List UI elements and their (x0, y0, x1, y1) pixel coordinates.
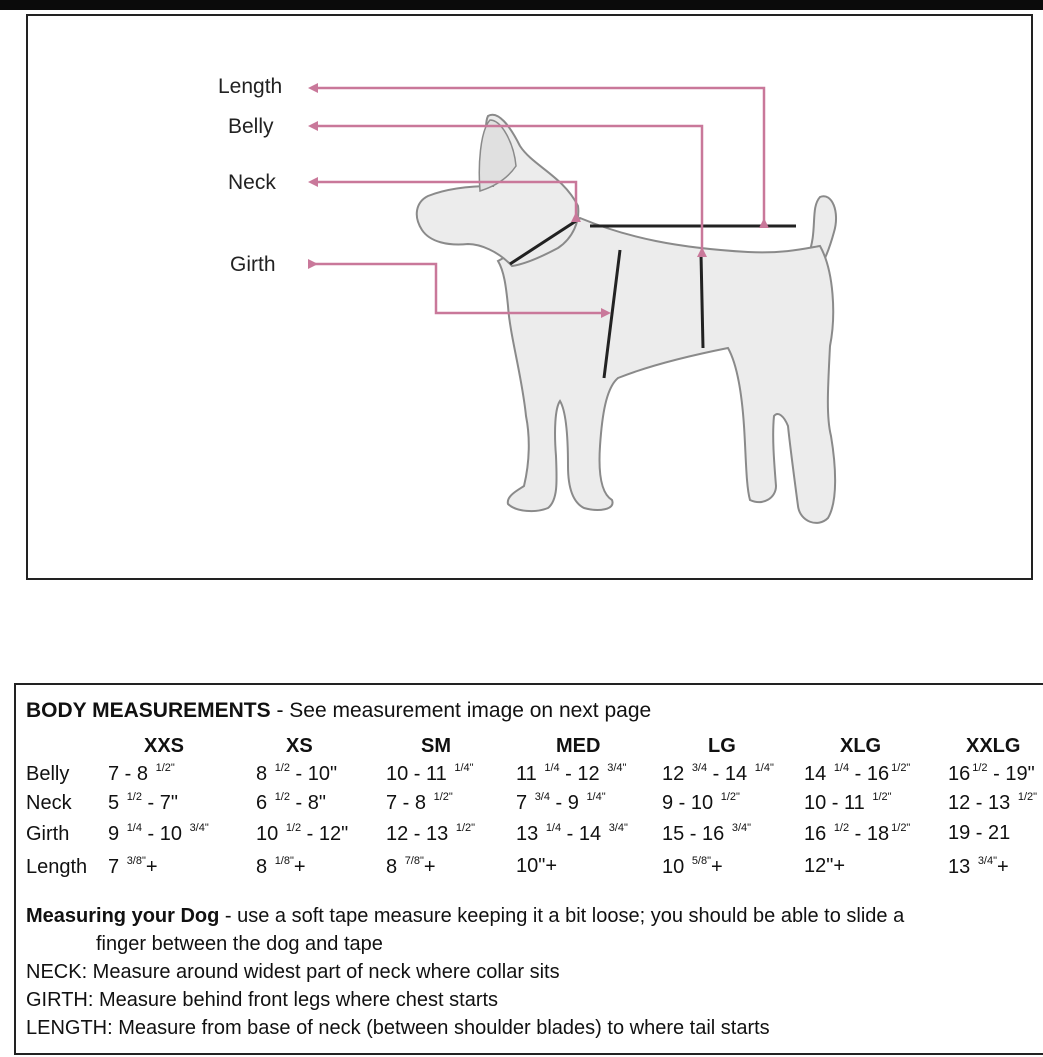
length-note: LENGTH: Measure from base of neck (between shoulder blades) to where tail starts (26, 1017, 770, 1039)
cell-length-sm: 8 $^{7/8"}$+ (386, 855, 436, 878)
measuring-note-bold: Measuring your Dog (26, 905, 220, 927)
length-label: Length (218, 75, 283, 98)
chart-heading-bold: BODY MEASUREMENTS (26, 699, 271, 722)
size-xxs: XXS (144, 735, 185, 757)
cell-neck-sm: 7 - 8 $^{1/2"}$ (386, 791, 453, 814)
row-label-neck: Neck (26, 792, 72, 814)
cell-neck-med: 7 $^{3/4}$ - 9 $^{1/4"}$ (516, 791, 606, 814)
cell-neck-lg: 9 - 10 $^{1/2"}$ (662, 791, 740, 814)
cell-belly-xlg: 14 $^{1/4}$ - 16 $^{1/2"}$ (804, 762, 911, 785)
size-xs: XS (286, 735, 313, 757)
row-label-belly: Belly (26, 763, 70, 785)
cell-girth-sm: 12 - 13 $^{1/2"}$ (386, 822, 476, 845)
belly-label: Belly (228, 115, 274, 138)
chart-heading-rest: - See measurement image on next page (270, 699, 652, 722)
size-lg: LG (708, 735, 736, 757)
measurement-diagram (26, 14, 1033, 580)
cell-length-xlg: 12"+ (804, 855, 846, 877)
cell-girth-xxlg: 19 - 21 (948, 822, 1011, 844)
size-med: MED (556, 735, 601, 757)
chart-heading (26, 699, 651, 723)
cell-neck-xxs: 5 $^{1/2}$ - 7" (108, 791, 178, 814)
cell-girth-xs: 10 $^{1/2}$ - 12" (256, 822, 349, 845)
cell-belly-xxlg: 16 $^{1/2}$ - 19" (948, 762, 1035, 785)
cell-belly-med: 11 $^{1/4}$ - 12 $^{3/4"}$ (516, 762, 627, 785)
neck-label: Neck (228, 171, 276, 194)
size-chart (14, 683, 1043, 1055)
row-label-girth: Girth (26, 823, 70, 845)
cell-length-med: 10"+ (516, 855, 558, 877)
measuring-note-cont: finger between the dog and tape (96, 933, 383, 955)
measuring-note (26, 906, 904, 926)
cell-neck-xs: 6 $^{1/2}$ - 8" (256, 791, 326, 814)
cell-length-lg: 10 $^{5/8"}$+ (662, 855, 723, 878)
top-bar (0, 0, 1043, 10)
belly-band (701, 254, 703, 348)
cell-length-xxs: 7 $^{3/8"}$+ (108, 855, 158, 878)
dog-body (498, 218, 835, 523)
cell-girth-lg: 15 - 16 $^{3/4"}$ (662, 822, 752, 845)
row-label-length: Length (26, 856, 88, 878)
size-sm: SM (421, 735, 451, 757)
cell-length-xs: 8 $^{1/8"}$+ (256, 855, 306, 878)
cell-girth-xxs: 9 $^{1/4}$ - 10 $^{3/4"}$ (108, 822, 209, 845)
measuring-note-rest: - use a soft tape measure keeping it a bit loose; you should be able to slide a (219, 905, 905, 927)
girth-label: Girth (230, 253, 276, 276)
cell-girth-med: 13 $^{1/4}$ - 14 $^{3/4"}$ (516, 822, 628, 845)
cell-belly-sm: 10 - 11 $^{1/4"}$ (386, 762, 474, 785)
cell-belly-xxs: 7 - 8 $^{1/2"}$ (108, 762, 175, 785)
cell-belly-lg: 12 $^{3/4}$ - 14 $^{1/4"}$ (662, 762, 774, 785)
cell-neck-xlg: 10 - 11 $^{1/2"}$ (804, 791, 892, 814)
neck-note: NECK: Measure around widest part of neck where collar sits (26, 961, 560, 983)
cell-neck-xxlg: 12 - 13 $^{1/2"}$ (948, 791, 1038, 814)
cell-belly-xs: 8 $^{1/2}$ - 10" (256, 762, 338, 785)
dog-illustration (28, 16, 1035, 582)
cell-girth-xlg: 16 $^{1/2}$ - 18 $^{1/2"}$ (804, 822, 911, 845)
size-xlg: XLG (840, 735, 882, 757)
cell-length-xxlg: 13 $^{3/4"}$+ (948, 855, 1009, 878)
size-xxlg: XXLG (966, 735, 1021, 757)
girth-note: GIRTH: Measure behind front legs where chest starts (26, 989, 499, 1011)
